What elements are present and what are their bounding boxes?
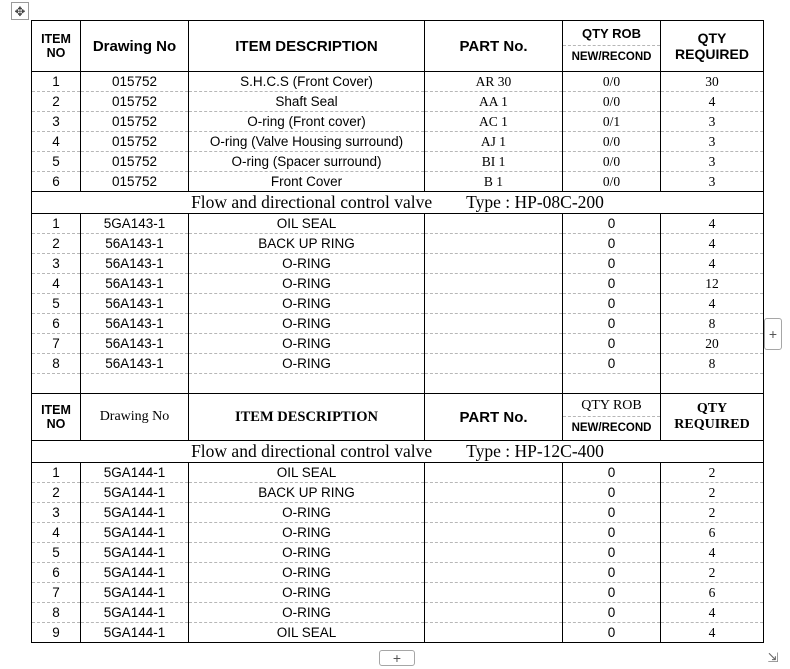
item-no-cell[interactable]: 2 bbox=[32, 234, 81, 254]
table-row bbox=[32, 483, 764, 503]
table-row bbox=[32, 354, 764, 374]
qty-required-cell[interactable]: 2 bbox=[661, 563, 764, 583]
item-description-cell[interactable]: O-RING bbox=[189, 254, 425, 274]
qty-required-cell[interactable]: 4 bbox=[661, 92, 764, 112]
qty-required-cell[interactable]: 6 bbox=[661, 523, 764, 543]
part-no-header[interactable]: PART No. bbox=[425, 394, 563, 441]
item-no-cell[interactable]: 3 bbox=[32, 254, 81, 274]
table-row bbox=[32, 334, 764, 354]
part-no-cell[interactable] bbox=[425, 354, 563, 374]
table-row bbox=[32, 72, 764, 92]
item-description-cell[interactable]: O-ring (Front cover) bbox=[189, 112, 425, 132]
new-recond-label: NEW/RECOND bbox=[571, 421, 652, 434]
drawing-no-cell[interactable]: 56A143-1 bbox=[81, 274, 189, 294]
item-description-cell[interactable]: O-RING bbox=[189, 563, 425, 583]
item-description-cell[interactable]: Front Cover bbox=[189, 172, 425, 192]
item-no-cell[interactable]: 5 bbox=[32, 543, 81, 563]
table-row bbox=[32, 314, 764, 334]
drawing-no-cell[interactable]: 5GA144-1 bbox=[81, 483, 189, 503]
item-no-cell[interactable]: 4 bbox=[32, 274, 81, 294]
empty-cell[interactable] bbox=[189, 374, 425, 394]
table-row bbox=[32, 254, 764, 274]
section-title-row bbox=[32, 192, 764, 214]
item-no-cell[interactable]: 1 bbox=[32, 214, 81, 234]
drawing-no-cell[interactable]: 5GA144-1 bbox=[81, 503, 189, 523]
part-no-cell[interactable]: AJ 1 bbox=[425, 132, 563, 152]
part-no-cell[interactable] bbox=[425, 603, 563, 623]
qty-rob-cell[interactable]: 0 bbox=[563, 214, 661, 234]
qty-required-cell[interactable]: 6 bbox=[661, 583, 764, 603]
item-description-header[interactable]: ITEM DESCRIPTION bbox=[189, 394, 425, 441]
table-row bbox=[32, 92, 764, 112]
plus-icon: + bbox=[392, 650, 402, 666]
item-no-header[interactable]: ITEM NO bbox=[32, 394, 81, 441]
qty-rob-cell[interactable]: 0 bbox=[563, 503, 661, 523]
table-row bbox=[32, 523, 764, 543]
drawing-no-cell[interactable]: 56A143-1 bbox=[81, 294, 189, 314]
qty-rob-cell[interactable]: 0 bbox=[563, 543, 661, 563]
part-no-cell[interactable] bbox=[425, 483, 563, 503]
item-no-cell[interactable]: 7 bbox=[32, 334, 81, 354]
qty-rob-cell[interactable]: 0/0 bbox=[563, 72, 661, 92]
item-description-cell[interactable]: O-RING bbox=[189, 354, 425, 374]
qty-rob-cell[interactable]: 0 bbox=[563, 623, 661, 643]
table-row bbox=[32, 583, 764, 603]
table-header-row-2 bbox=[32, 394, 764, 441]
qty-rob-cell[interactable]: 0 bbox=[563, 354, 661, 374]
drawing-no-cell[interactable]: 5GA144-1 bbox=[81, 583, 189, 603]
empty-row bbox=[32, 374, 764, 394]
drawing-no-cell[interactable]: 56A143-1 bbox=[81, 314, 189, 334]
qty-rob-cell[interactable]: 0 bbox=[563, 334, 661, 354]
part-no-cell[interactable] bbox=[425, 334, 563, 354]
table-row bbox=[32, 214, 764, 234]
part-no-cell[interactable] bbox=[425, 463, 563, 483]
table-row bbox=[32, 503, 764, 523]
part-no-cell[interactable] bbox=[425, 583, 563, 603]
item-no-cell[interactable]: 1 bbox=[32, 463, 81, 483]
item-no-cell[interactable]: 3 bbox=[32, 112, 81, 132]
item-no-cell[interactable]: 8 bbox=[32, 354, 81, 374]
section-type: Type : HP-12C-400 bbox=[466, 441, 604, 461]
qty-required-cell[interactable]: 8 bbox=[661, 354, 764, 374]
qty-required-cell[interactable]: 3 bbox=[661, 172, 764, 192]
empty-cell[interactable] bbox=[32, 374, 81, 394]
diagonal-resize-icon: ⇲ bbox=[767, 650, 779, 665]
item-description-cell[interactable]: OIL SEAL bbox=[189, 463, 425, 483]
qty-rob-header[interactable] bbox=[563, 394, 661, 441]
add-column-button[interactable] bbox=[764, 318, 782, 350]
qty-rob-cell[interactable]: 0/1 bbox=[563, 112, 661, 132]
plus-icon: + bbox=[768, 326, 778, 342]
item-description-cell[interactable]: OIL SEAL bbox=[189, 214, 425, 234]
drawing-no-header[interactable]: Drawing No bbox=[81, 394, 189, 441]
table-row bbox=[32, 463, 764, 483]
item-no-cell[interactable]: 4 bbox=[32, 523, 81, 543]
qty-required-cell[interactable]: 4 bbox=[661, 234, 764, 254]
item-description-cell[interactable]: O-RING bbox=[189, 583, 425, 603]
qty-rob-cell[interactable]: 0 bbox=[563, 274, 661, 294]
item-description-cell[interactable]: O-RING bbox=[189, 314, 425, 334]
qty-rob-cell[interactable]: 0 bbox=[563, 234, 661, 254]
part-no-cell[interactable] bbox=[425, 523, 563, 543]
qty-required-cell[interactable]: 2 bbox=[661, 463, 764, 483]
item-no-cell[interactable]: 8 bbox=[32, 603, 81, 623]
part-no-cell[interactable]: AC 1 bbox=[425, 112, 563, 132]
qty-required-cell[interactable]: 4 bbox=[661, 214, 764, 234]
drawing-no-cell[interactable]: 56A143-1 bbox=[81, 234, 189, 254]
drawing-no-cell[interactable]: 5GA144-1 bbox=[81, 603, 189, 623]
parts-table-1 bbox=[31, 20, 764, 643]
qty-required-cell[interactable]: 4 bbox=[661, 623, 764, 643]
qty-required-cell[interactable]: 4 bbox=[661, 254, 764, 274]
part-no-cell[interactable] bbox=[425, 314, 563, 334]
drawing-no-cell[interactable]: 5GA144-1 bbox=[81, 523, 189, 543]
qty-rob-cell[interactable]: 0 bbox=[563, 254, 661, 274]
drawing-no-header[interactable]: Drawing No bbox=[81, 21, 189, 72]
table-row bbox=[32, 172, 764, 192]
table-row bbox=[32, 603, 764, 623]
qty-required-cell[interactable]: 30 bbox=[661, 72, 764, 92]
qty-rob-cell[interactable]: 0 bbox=[563, 463, 661, 483]
empty-cell[interactable] bbox=[563, 374, 661, 394]
item-no-cell[interactable]: 1 bbox=[32, 72, 81, 92]
drawing-no-cell[interactable]: 56A143-1 bbox=[81, 254, 189, 274]
table-resize-handle[interactable] bbox=[765, 650, 781, 666]
drawing-no-cell[interactable]: 5GA144-1 bbox=[81, 563, 189, 583]
item-description-cell[interactable]: OIL SEAL bbox=[189, 623, 425, 643]
item-no-cell[interactable]: 2 bbox=[32, 92, 81, 112]
part-no-cell[interactable] bbox=[425, 623, 563, 643]
qty-rob-cell[interactable]: 0/0 bbox=[563, 172, 661, 192]
part-no-cell[interactable] bbox=[425, 214, 563, 234]
item-no-cell[interactable]: 4 bbox=[32, 132, 81, 152]
table-move-handle[interactable] bbox=[11, 2, 29, 20]
drawing-no-cell[interactable]: 015752 bbox=[81, 132, 189, 152]
item-description-cell[interactable]: O-RING bbox=[189, 334, 425, 354]
section-type: Type : HP-08C-200 bbox=[466, 192, 604, 212]
item-description-cell[interactable]: O-RING bbox=[189, 523, 425, 543]
qty-required-cell[interactable]: 3 bbox=[661, 112, 764, 132]
item-no-cell[interactable]: 7 bbox=[32, 583, 81, 603]
table-row bbox=[32, 274, 764, 294]
qty-required-cell[interactable]: 2 bbox=[661, 483, 764, 503]
part-no-cell[interactable]: B 1 bbox=[425, 172, 563, 192]
part-no-cell[interactable] bbox=[425, 294, 563, 314]
drawing-no-cell[interactable]: 015752 bbox=[81, 112, 189, 132]
empty-cell[interactable] bbox=[661, 374, 764, 394]
drawing-no-cell[interactable]: 015752 bbox=[81, 92, 189, 112]
item-description-cell[interactable]: S.H.C.S (Front Cover) bbox=[189, 72, 425, 92]
item-no-cell[interactable]: 5 bbox=[32, 294, 81, 314]
qty-rob-cell[interactable]: 0 bbox=[563, 294, 661, 314]
table-row bbox=[32, 563, 764, 583]
part-no-cell[interactable] bbox=[425, 503, 563, 523]
part-no-cell[interactable] bbox=[425, 254, 563, 274]
item-description-cell[interactable]: O-RING bbox=[189, 603, 425, 623]
part-no-cell[interactable]: AR 30 bbox=[425, 72, 563, 92]
part-no-cell[interactable] bbox=[425, 274, 563, 294]
item-no-header[interactable]: ITEM NO bbox=[32, 21, 81, 72]
part-no-cell[interactable] bbox=[425, 563, 563, 583]
item-no-cell[interactable]: 9 bbox=[32, 623, 81, 643]
empty-cell[interactable] bbox=[425, 374, 563, 394]
item-no-cell[interactable]: 6 bbox=[32, 563, 81, 583]
move-cross-icon: ✥ bbox=[14, 3, 26, 19]
drawing-no-cell[interactable]: 5GA144-1 bbox=[81, 543, 189, 563]
item-no-cell[interactable]: 6 bbox=[32, 314, 81, 334]
table-row bbox=[32, 623, 764, 643]
drawing-no-cell[interactable]: 5GA144-1 bbox=[81, 623, 189, 643]
item-description-cell[interactable]: O-RING bbox=[189, 543, 425, 563]
part-no-header[interactable]: PART No. bbox=[425, 21, 563, 72]
qty-rob-cell[interactable]: 0 bbox=[563, 483, 661, 503]
part-no-cell[interactable] bbox=[425, 234, 563, 254]
drawing-no-cell[interactable]: 5GA143-1 bbox=[81, 214, 189, 234]
qty-required-header[interactable]: QTY REQUIRED bbox=[661, 394, 764, 441]
item-description-cell[interactable]: BACK UP RING bbox=[189, 234, 425, 254]
qty-required-cell[interactable]: 8 bbox=[661, 314, 764, 334]
qty-required-header[interactable]: QTY REQUIRED bbox=[661, 21, 764, 72]
item-no-cell[interactable]: 3 bbox=[32, 503, 81, 523]
parts-table-1-body bbox=[32, 21, 764, 643]
section-title: Flow and directional control valve bbox=[191, 192, 433, 212]
qty-rob-label: QTY ROB bbox=[563, 23, 660, 46]
item-description-cell[interactable]: O-ring (Spacer surround) bbox=[189, 152, 425, 172]
new-recond-label: NEW/RECOND bbox=[571, 51, 652, 63]
qty-rob-cell[interactable]: 0/0 bbox=[563, 152, 661, 172]
part-no-cell[interactable]: AA 1 bbox=[425, 92, 563, 112]
empty-cell[interactable] bbox=[81, 374, 189, 394]
item-description-cell[interactable]: BACK UP RING bbox=[189, 483, 425, 503]
item-description-header[interactable]: ITEM DESCRIPTION bbox=[189, 21, 425, 72]
drawing-no-cell[interactable]: 5GA144-1 bbox=[81, 463, 189, 483]
drawing-no-cell[interactable]: 015752 bbox=[81, 72, 189, 92]
drawing-no-cell[interactable]: 015752 bbox=[81, 172, 189, 192]
table-row bbox=[32, 112, 764, 132]
qty-required-cell[interactable]: 4 bbox=[661, 543, 764, 563]
item-description-cell[interactable]: O-ring (Valve Housing surround) bbox=[189, 132, 425, 152]
section-title-row bbox=[32, 441, 764, 463]
section-title-cell[interactable] bbox=[32, 441, 764, 463]
part-no-cell[interactable] bbox=[425, 543, 563, 563]
part-no-cell[interactable]: BI 1 bbox=[425, 152, 563, 172]
qty-required-cell[interactable]: 4 bbox=[661, 603, 764, 623]
item-no-cell[interactable]: 5 bbox=[32, 152, 81, 172]
item-description-cell[interactable]: O-RING bbox=[189, 503, 425, 523]
qty-required-cell[interactable]: 2 bbox=[661, 503, 764, 523]
add-row-button[interactable] bbox=[379, 650, 415, 666]
qty-required-cell[interactable]: 12 bbox=[661, 274, 764, 294]
qty-rob-cell[interactable]: 0 bbox=[563, 603, 661, 623]
qty-required-cell[interactable]: 4 bbox=[661, 294, 764, 314]
drawing-no-cell[interactable]: 015752 bbox=[81, 152, 189, 172]
table-header-row bbox=[32, 21, 764, 72]
table-row bbox=[32, 543, 764, 563]
qty-required-cell[interactable]: 3 bbox=[661, 152, 764, 172]
qty-rob-cell[interactable]: 0/0 bbox=[563, 92, 661, 112]
table-row bbox=[32, 132, 764, 152]
table-row bbox=[32, 234, 764, 254]
qty-rob-header[interactable] bbox=[563, 21, 661, 72]
qty-rob-cell[interactable]: 0 bbox=[563, 523, 661, 543]
item-description-cell[interactable]: O-RING bbox=[189, 294, 425, 314]
drawing-no-cell[interactable]: 56A143-1 bbox=[81, 354, 189, 374]
qty-rob-cell[interactable]: 0 bbox=[563, 314, 661, 334]
qty-rob-cell[interactable]: 0/0 bbox=[563, 132, 661, 152]
qty-rob-cell[interactable]: 0 bbox=[563, 563, 661, 583]
qty-rob-label: QTY ROB bbox=[563, 396, 660, 417]
item-no-cell[interactable]: 2 bbox=[32, 483, 81, 503]
table-row bbox=[32, 294, 764, 314]
item-no-cell[interactable]: 6 bbox=[32, 172, 81, 192]
item-description-cell[interactable]: O-RING bbox=[189, 274, 425, 294]
section-title: Flow and directional control valve bbox=[191, 441, 433, 461]
item-description-cell[interactable]: Shaft Seal bbox=[189, 92, 425, 112]
table-row bbox=[32, 152, 764, 172]
qty-required-cell[interactable]: 20 bbox=[661, 334, 764, 354]
drawing-no-cell[interactable]: 56A143-1 bbox=[81, 334, 189, 354]
qty-required-cell[interactable]: 3 bbox=[661, 132, 764, 152]
qty-rob-cell[interactable]: 0 bbox=[563, 583, 661, 603]
section-title-cell[interactable] bbox=[32, 192, 764, 214]
